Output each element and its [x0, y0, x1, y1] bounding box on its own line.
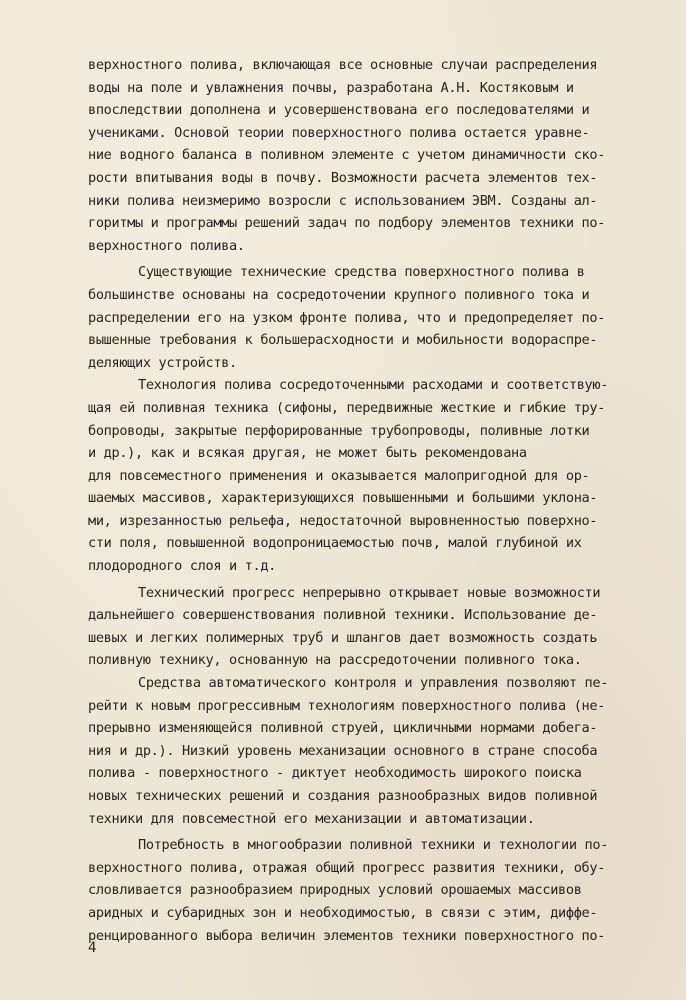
text-line: дальнейшего совершенствования поливной техники. Использование де- — [88, 607, 598, 624]
text-line: бопроводы, закрытые перфорированные трубопроводы, поливные лотки — [88, 422, 590, 439]
paragraph-5 — [88, 672, 668, 830]
text-line: ренцированного выбора величин элементов техники поверхностного по- — [88, 927, 606, 944]
text-line: новых технических решений и создания разнообразных видов поливной — [88, 788, 598, 804]
text-line: поливную технику, основанную на рассредоточении поливного тока. — [88, 652, 582, 669]
text-line: словливается разнообразием природных условий орошаемых массивов — [88, 882, 582, 899]
text-line: и др.), как и всякая другая, не может быть рекомендована — [88, 445, 527, 462]
text-line: рейти к новым прогрессивным технологиям поверхностного полива (не- — [88, 697, 606, 714]
text-line: впоследствии дополнена и усовершенствована его последователями и — [88, 102, 590, 119]
text-line: рости впитывания воды в почву. Возможности расчета элементов тех- — [88, 169, 598, 186]
text-line: учениками. Основой теории поверхностного полива остается уравне- — [88, 124, 590, 141]
text-line: верхностного полива, отражая общий прогресс развития техники, обу- — [88, 859, 606, 876]
text-line: техники для повсеместной его механизации и автоматизации. — [88, 810, 535, 827]
text-line: сти поля, повышенной водопроницаемостью почв, малой глубиной их — [88, 535, 582, 552]
text-line: шаемых массивов, характеризующихся повышенными и большими уклона- — [88, 490, 598, 507]
text-line: Средства автоматического контроля и управления позволяют пе- — [138, 675, 609, 692]
text-line: вышенные требования к большерасходности и мобильности водораспре- — [88, 332, 598, 349]
page-number: 4 — [88, 940, 97, 956]
text-line: шевых и легких полимерных труб и шлангов дает возможность создать — [88, 629, 598, 646]
text-line: воды на поле и увлажнения почвы, разработана А.Н. Костяковым и — [88, 79, 574, 96]
paragraph-1 — [88, 54, 668, 257]
text-line: Существующие технические средства поверхностного полива в — [138, 264, 585, 281]
text-line: Потребность в многообразии поливной техники и технологии по- — [138, 837, 609, 854]
text-line: полива - поверхностного - диктует необходимость широкого поиска — [88, 765, 582, 782]
text-line: для повсеместного применения и оказывается малопригодной для ор- — [88, 467, 590, 484]
text-line: ники полива неизмеримо возросли с использованием ЭВМ. Созданы ал- — [88, 192, 598, 209]
text-line: Технический прогресс непрерывно открывает новые возможности — [138, 584, 601, 601]
paragraph-3 — [88, 374, 668, 577]
paragraph-4 — [88, 582, 668, 672]
text-line: щая ей поливная техника (сифоны, передвижные жесткие и гибкие тру- — [88, 399, 606, 416]
paragraph-2 — [88, 261, 668, 374]
text-line: ние водного баланса в поливном элементе с учетом динамичности ско- — [88, 147, 606, 164]
text-line: ния и др.). Низкий уровень механизации основного в стране способа — [88, 742, 598, 759]
text-line: прерывно изменяющейся поливной струей, цикличными нормами добега- — [88, 720, 598, 737]
text-line: деляющих устройств. — [88, 354, 237, 371]
text-line: верхностного полива. — [88, 237, 245, 254]
text-line: распределении его на узком фронте полива, что и предопределяет по- — [88, 309, 606, 326]
text-line: горитмы и программы решений задач по подбору элементов техники по- — [88, 215, 606, 232]
text-line: верхностного полива, включающая все основные случаи распределения — [88, 57, 598, 73]
body-text — [88, 54, 668, 947]
text-line: плодородного слоя и т.д. — [88, 558, 277, 575]
text-line: ми, изрезанностью рельефа, недостаточной выровненностью поверхно- — [88, 512, 598, 529]
text-line: аридных и субаридных зон и необходимостью, в связи с этим, диффе- — [88, 904, 598, 921]
text-line: Технология полива сосредоточенными расходами и соответствую- — [138, 377, 609, 394]
text-line: большинстве основаны на сосредоточении крупного поливного тока и — [88, 286, 590, 303]
paragraph-6 — [88, 834, 668, 947]
